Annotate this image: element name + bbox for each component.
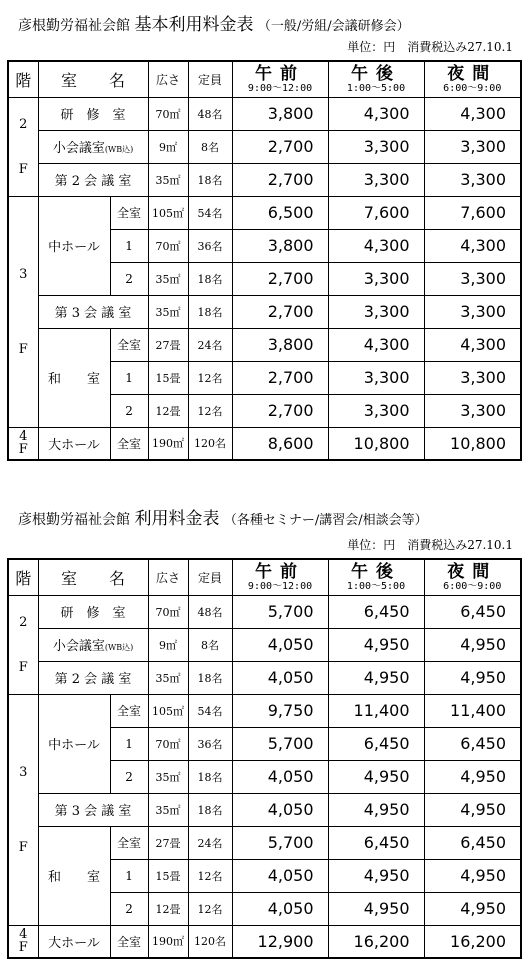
floor-3f xyxy=(8,196,38,427)
sub-room: 2 xyxy=(110,760,148,793)
header-floor: 階 xyxy=(8,559,38,595)
price-morning: 4,050 xyxy=(232,661,328,694)
header-area: 広さ xyxy=(148,559,188,595)
price-morning: 3,800 xyxy=(232,97,328,130)
floor-number: 3 xyxy=(19,764,28,780)
floor-number: 2 xyxy=(19,116,28,132)
price-morning: 12,900 xyxy=(232,925,328,958)
room-name: 大ホール xyxy=(38,925,110,958)
price-morning: 8,600 xyxy=(232,427,328,460)
price-afternoon: 3,300 xyxy=(328,163,424,196)
price-afternoon: 4,950 xyxy=(328,793,424,826)
price-evening: 7,600 xyxy=(424,196,521,229)
price-afternoon: 7,600 xyxy=(328,196,424,229)
sub-room: 1 xyxy=(110,229,148,262)
price-morning: 4,050 xyxy=(232,760,328,793)
room-area: 35㎡ xyxy=(148,163,188,196)
floor-2f xyxy=(8,595,38,694)
floor-4f xyxy=(8,427,38,460)
table-title: 利用料金表 xyxy=(134,509,220,529)
room-area: 35㎡ xyxy=(148,760,188,793)
price-evening: 3,300 xyxy=(424,361,521,394)
room-area: 190㎡ xyxy=(148,427,188,460)
header-afternoon xyxy=(328,61,424,97)
header-capacity: 定員 xyxy=(188,559,232,595)
floor-2f xyxy=(8,97,38,196)
room-area: 70㎡ xyxy=(148,229,188,262)
sub-room: 全室 xyxy=(110,925,148,958)
room-capacity: 48名 xyxy=(188,97,232,130)
table-subtitle: （一般/労組/会議研修会） xyxy=(257,19,410,34)
header-afternoon-time: 1:00～5:00 xyxy=(346,581,406,593)
price-evening: 4,950 xyxy=(424,661,521,694)
price-morning: 2,700 xyxy=(232,295,328,328)
room-capacity: 18名 xyxy=(188,793,232,826)
table-row xyxy=(8,427,521,460)
unit-note: 単位：円 消費税込み27.10.1 xyxy=(347,538,513,552)
price-evening: 11,400 xyxy=(424,694,521,727)
header-afternoon-time: 1:00～5:00 xyxy=(346,83,406,95)
header-afternoon-label: 午後 xyxy=(351,64,402,85)
room-name: 和 室 xyxy=(38,328,110,427)
room-name: 中ホール xyxy=(38,196,110,295)
price-morning: 2,700 xyxy=(232,163,328,196)
floor-suffix: F xyxy=(18,161,28,177)
price-morning: 4,050 xyxy=(232,628,328,661)
room-name: 第 2 会 議 室 xyxy=(38,661,148,694)
header-room: 室 名 xyxy=(38,61,148,97)
table-row xyxy=(8,163,521,196)
table-row xyxy=(8,295,521,328)
price-evening: 4,300 xyxy=(424,229,521,262)
price-evening: 4,950 xyxy=(424,760,521,793)
room-capacity: 18名 xyxy=(188,661,232,694)
table-row xyxy=(8,130,521,163)
price-evening: 3,300 xyxy=(424,130,521,163)
header-morning xyxy=(232,61,328,97)
header-morning-time: 9:00～12:00 xyxy=(247,581,313,593)
room-name: 第 2 会 議 室 xyxy=(38,163,148,196)
room-area: 15畳 xyxy=(148,361,188,394)
price-evening: 16,200 xyxy=(424,925,521,958)
room-capacity: 24名 xyxy=(188,328,232,361)
room-area: 70㎡ xyxy=(148,97,188,130)
table-row xyxy=(8,196,521,229)
table-row xyxy=(8,925,521,958)
table-row xyxy=(8,328,521,361)
table-row xyxy=(8,826,521,859)
room-area: 12畳 xyxy=(148,892,188,925)
table-subtitle: （各種セミナー/講習会/相談会等） xyxy=(223,513,428,528)
room-area: 35㎡ xyxy=(148,262,188,295)
room-area: 9㎡ xyxy=(148,628,188,661)
price-afternoon: 3,300 xyxy=(328,262,424,295)
table-row xyxy=(8,661,521,694)
price-evening: 3,300 xyxy=(424,163,521,196)
room-capacity: 36名 xyxy=(188,727,232,760)
price-afternoon: 4,300 xyxy=(328,229,424,262)
room-name: 大ホール xyxy=(38,427,110,460)
floor-4f xyxy=(8,925,38,958)
sub-room: 全室 xyxy=(110,328,148,361)
sub-room: 1 xyxy=(110,859,148,892)
room-capacity: 18名 xyxy=(188,163,232,196)
header-evening-label: 夜間 xyxy=(447,562,498,583)
fee-section-seminar xyxy=(0,496,527,974)
room-area: 27畳 xyxy=(148,328,188,361)
price-evening: 4,300 xyxy=(424,97,521,130)
price-morning: 4,050 xyxy=(232,793,328,826)
price-evening: 6,450 xyxy=(424,595,521,628)
price-afternoon: 3,300 xyxy=(328,295,424,328)
price-evening: 4,300 xyxy=(424,328,521,361)
header-room: 室 名 xyxy=(38,559,148,595)
section-title xyxy=(18,10,410,35)
price-afternoon: 6,450 xyxy=(328,727,424,760)
room-area: 35㎡ xyxy=(148,793,188,826)
room-area: 9㎡ xyxy=(148,130,188,163)
price-afternoon: 3,300 xyxy=(328,394,424,427)
price-evening: 4,950 xyxy=(424,628,521,661)
room-note: (WB込) xyxy=(104,145,134,154)
room-capacity: 54名 xyxy=(188,694,232,727)
price-morning: 9,750 xyxy=(232,694,328,727)
room-capacity: 12名 xyxy=(188,361,232,394)
header-afternoon-label: 午後 xyxy=(351,562,402,583)
room-capacity: 18名 xyxy=(188,262,232,295)
room-capacity: 18名 xyxy=(188,295,232,328)
price-morning: 4,050 xyxy=(232,892,328,925)
price-afternoon: 4,950 xyxy=(328,859,424,892)
fee-table xyxy=(7,558,522,959)
room-area: 35㎡ xyxy=(148,661,188,694)
header-morning-label: 午前 xyxy=(255,562,306,583)
price-afternoon: 4,950 xyxy=(328,628,424,661)
sub-room: 1 xyxy=(110,361,148,394)
header-evening-label: 夜間 xyxy=(447,64,498,85)
price-morning: 5,700 xyxy=(232,595,328,628)
room-name: 研 修 室 xyxy=(38,595,148,628)
room-label: 小会議室 xyxy=(52,141,105,156)
price-evening: 3,300 xyxy=(424,262,521,295)
price-afternoon: 4,300 xyxy=(328,328,424,361)
room-name: 和 室 xyxy=(38,826,110,925)
price-afternoon: 4,950 xyxy=(328,892,424,925)
room-area: 70㎡ xyxy=(148,595,188,628)
header-morning-time: 9:00～12:00 xyxy=(247,83,313,95)
floor-suffix: F xyxy=(18,442,28,458)
header-morning xyxy=(232,559,328,595)
price-morning: 3,800 xyxy=(232,229,328,262)
price-evening: 4,950 xyxy=(424,859,521,892)
section-title xyxy=(18,504,428,529)
fee-table xyxy=(7,60,522,461)
header-afternoon xyxy=(328,559,424,595)
sub-room: 2 xyxy=(110,892,148,925)
price-afternoon: 3,300 xyxy=(328,130,424,163)
table-row xyxy=(8,628,521,661)
room-area: 105㎡ xyxy=(148,694,188,727)
price-evening: 4,950 xyxy=(424,793,521,826)
room-area: 15畳 xyxy=(148,859,188,892)
price-afternoon: 4,300 xyxy=(328,97,424,130)
price-afternoon: 4,950 xyxy=(328,661,424,694)
table-row xyxy=(8,694,521,727)
sub-room: 2 xyxy=(110,394,148,427)
price-morning: 2,700 xyxy=(232,394,328,427)
price-evening: 10,800 xyxy=(424,427,521,460)
room-name: 中ホール xyxy=(38,694,110,793)
floor-number: 4 xyxy=(19,927,28,943)
header-evening-time: 6:00～9:00 xyxy=(443,581,502,593)
price-afternoon: 6,450 xyxy=(328,595,424,628)
table-title: 基本利用料金表 xyxy=(134,15,254,35)
floor-number: 4 xyxy=(19,429,28,445)
facility-name: 彦根勤労福祉会館 xyxy=(18,18,130,34)
floor-suffix: F xyxy=(18,659,28,675)
room-name: 第 3 会 議 室 xyxy=(38,295,148,328)
room-note: (WB込) xyxy=(104,643,134,652)
header-evening-time: 6:00～9:00 xyxy=(443,83,502,95)
price-morning: 5,700 xyxy=(232,826,328,859)
floor-number: 3 xyxy=(19,266,28,282)
room-capacity: 12名 xyxy=(188,394,232,427)
price-afternoon: 10,800 xyxy=(328,427,424,460)
sub-room: 全室 xyxy=(110,196,148,229)
header-evening xyxy=(424,559,521,595)
room-capacity: 12名 xyxy=(188,892,232,925)
table-row xyxy=(8,793,521,826)
table-row xyxy=(8,97,521,130)
floor-3f xyxy=(8,694,38,925)
header-floor: 階 xyxy=(8,61,38,97)
room-area: 70㎡ xyxy=(148,727,188,760)
price-morning: 3,800 xyxy=(232,328,328,361)
room-name xyxy=(38,130,148,163)
facility-name: 彦根勤労福祉会館 xyxy=(18,512,130,528)
price-afternoon: 3,300 xyxy=(328,361,424,394)
room-label: 小会議室 xyxy=(52,639,105,654)
table-row xyxy=(8,595,521,628)
price-morning: 4,050 xyxy=(232,859,328,892)
room-area: 12畳 xyxy=(148,394,188,427)
room-name: 研 修 室 xyxy=(38,97,148,130)
floor-suffix: F xyxy=(18,341,28,357)
room-capacity: 36名 xyxy=(188,229,232,262)
room-capacity: 18名 xyxy=(188,760,232,793)
room-area: 27畳 xyxy=(148,826,188,859)
price-afternoon: 6,450 xyxy=(328,826,424,859)
sub-room: 全室 xyxy=(110,826,148,859)
price-afternoon: 11,400 xyxy=(328,694,424,727)
price-morning: 2,700 xyxy=(232,130,328,163)
price-evening: 4,950 xyxy=(424,892,521,925)
room-name xyxy=(38,628,148,661)
room-capacity: 120名 xyxy=(188,427,232,460)
price-morning: 2,700 xyxy=(232,361,328,394)
room-area: 105㎡ xyxy=(148,196,188,229)
room-capacity: 24名 xyxy=(188,826,232,859)
floor-suffix: F xyxy=(18,940,28,956)
price-morning: 5,700 xyxy=(232,727,328,760)
price-afternoon: 16,200 xyxy=(328,925,424,958)
room-name: 第 3 会 議 室 xyxy=(38,793,148,826)
floor-suffix: F xyxy=(18,839,28,855)
unit-note: 単位：円 消費税込み27.10.1 xyxy=(347,40,513,54)
floor-number: 2 xyxy=(19,614,28,630)
table-header xyxy=(8,559,521,595)
header-area: 広さ xyxy=(148,61,188,97)
room-area: 35㎡ xyxy=(148,295,188,328)
sub-room: 1 xyxy=(110,727,148,760)
room-capacity: 120名 xyxy=(188,925,232,958)
sub-room: 全室 xyxy=(110,694,148,727)
price-afternoon: 4,950 xyxy=(328,760,424,793)
price-evening: 6,450 xyxy=(424,826,521,859)
price-evening: 3,300 xyxy=(424,295,521,328)
price-morning: 2,700 xyxy=(232,262,328,295)
header-capacity: 定員 xyxy=(188,61,232,97)
price-evening: 6,450 xyxy=(424,727,521,760)
room-area: 190㎡ xyxy=(148,925,188,958)
price-morning: 6,500 xyxy=(232,196,328,229)
table-header xyxy=(8,61,521,97)
room-capacity: 48名 xyxy=(188,595,232,628)
room-capacity: 8名 xyxy=(188,628,232,661)
header-evening xyxy=(424,61,521,97)
sub-room: 全室 xyxy=(110,427,148,460)
header-morning-label: 午前 xyxy=(255,64,306,85)
room-capacity: 8名 xyxy=(188,130,232,163)
room-capacity: 12名 xyxy=(188,859,232,892)
price-evening: 3,300 xyxy=(424,394,521,427)
room-capacity: 54名 xyxy=(188,196,232,229)
sub-room: 2 xyxy=(110,262,148,295)
